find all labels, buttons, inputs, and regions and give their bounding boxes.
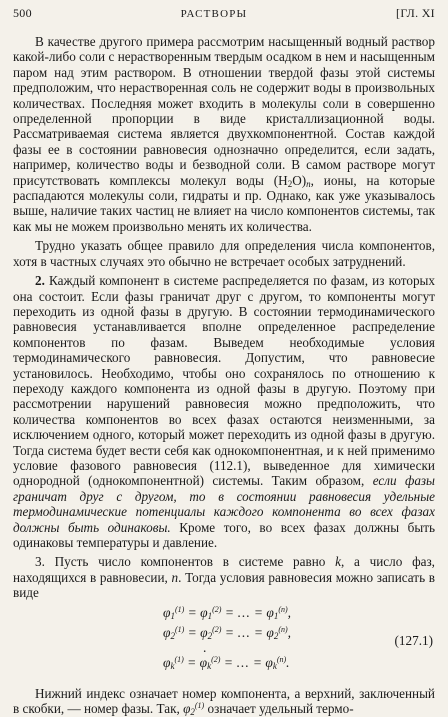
- equation-row: $\varphi_k^{(1)} = \varphi_k^{(2)}$ = ... = $\varphi_k^{(n)}$.: [163, 654, 290, 671]
- paragraph-section-2: 2. Каждый компонент в системе распределяется по фазам, из которых она состоит. Если фазы граничат друг с другом, то компоненты могут переходить из одной фазы в другую. В состоянии термодинамического равновесия устанавливается вполне определенное распределение компонентов по фазам. Выведем необходимые условия термодинамического равновесия. Допустим, что равновесие установилось. Необходимо, чтобы оно сохранялось по отношению к переходу каждого компонента из одной фазы в другую. Поэтому при рассмотрении нарушений равновесия можно предположить, что количества компонентов во всех фазах остаются неизменными, за исключением одного, который может переходить из одной фазы в другую. Тогда система будет вести себя как однокомпонентная, и к ней применимо условие фазового равновесия (112.1), выведенное для химически однородной (однокомпонентной) системы. Таким образом, если фазы граничат друг с другом, то в состоянии равновесия удельные термодинамические потенциалы каждого компонента во всех фазах должны быть одинаковы. Кроме того, во всех фазах должны быть одинаковы температуры и давление.: [13, 273, 435, 550]
- phi-term: $\varphi_2^{(n)}$: [266, 624, 288, 641]
- phi-term: $\varphi_2^{(2)}$: [200, 624, 222, 641]
- phi-term: $\varphi_k^{(2)}$: [199, 654, 221, 671]
- phi-term: $\varphi_1^{(1)}$: [163, 604, 185, 621]
- equation-127-1: [13, 603, 435, 683]
- phi-term: $\varphi_1^{(2)}$: [200, 604, 222, 621]
- phi-term: $\varphi_1^{(n)}$: [266, 604, 288, 621]
- running-header: [13, 6, 435, 21]
- phi-term: $\varphi_k^{(1)}$: [163, 654, 184, 671]
- chapter-label: [ГЛ. XI: [396, 6, 435, 20]
- phi-term: $\varphi_k^{(n)}$: [265, 654, 287, 671]
- page-number: 500: [13, 6, 32, 20]
- equation-row: $\varphi_2^{(1)} = \varphi_2^{(2)}$ = ... = $\varphi_2^{(n)}$,: [163, 624, 292, 641]
- paragraph-section-3: 3. Пусть число компонентов в системе равно k, а число фаз, находящихся в равновесии, n. Тогда условия равновесия можно записать в виде: [13, 554, 435, 601]
- phi-term: $\varphi_2^{(1)}$: [163, 624, 185, 641]
- equation-lines: [163, 603, 291, 673]
- equation-number: (127.1): [394, 632, 433, 648]
- inline-symbol: $\varphi_2^{(1)}$: [183, 701, 205, 717]
- paragraph-index-explanation: Нижний индекс означает номер компонента, а верхний, заключенный в скобки, — номер фазы. Так, $\varphi_2^{(1)}$ означает удельный термо-: [13, 685, 435, 717]
- running-title: РАСТВОРЫ: [180, 8, 248, 20]
- equation-row: $\varphi_1^{(1)} = \varphi_1^{(2)}$ = ... = $\varphi_1^{(n)}$,: [163, 604, 292, 621]
- vertical-dots: .: [203, 639, 207, 655]
- paragraph-general-rule: Трудно указать общее правило для определения числа компонентов, хотя в частных случаях это обычно не встречает особых затруднений.: [13, 238, 435, 269]
- paragraph-salt-example: В качестве другого примера рассмотрим насыщенный водный раствор какой-либо соли с нерастворенным твердым осадком в нем и насыщенным паром над этим раствором. В отношении твердой фазы этой системы предположим, что нерастворенная соль не содержит воды в произвольных количествах. Последняя может входить в молекулы соли в совершенно определенной пропорции в виде кристаллизационной воды. Рассматриваемая система является двухкомпонентной. Состав каждой фазы ее в состоянии равновесия однозначно определится, если задать, например, количество воды и безводной соли. В самом растворе могут присутствовать комплексы молекул воды $(H_2O)_n$, ионы, на которые распадаются молекулы соли, гидраты и пр. Однако, как уже указывалось выше, наличие таких частиц не влияет на число компонентов системы, так как мы не можем произвольно менять их количества.: [13, 34, 435, 234]
